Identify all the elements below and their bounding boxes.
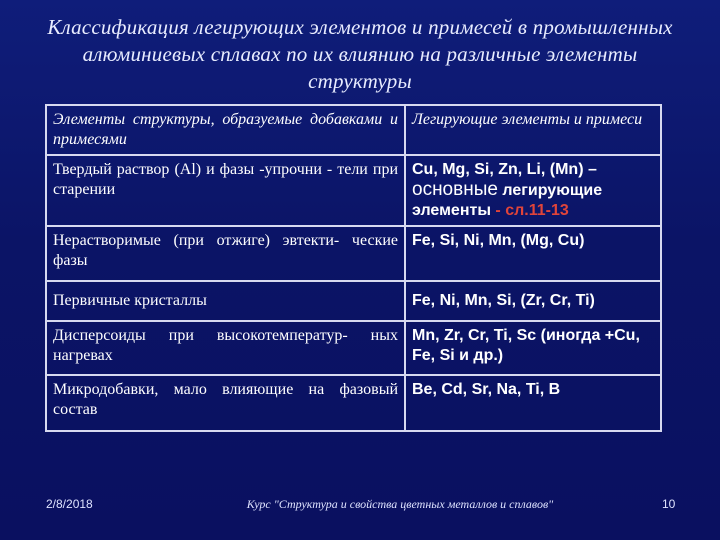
table-row [46, 226, 661, 281]
row-eutectic-label: Нерастворимые (при отжиге) эвтекти- ческие фазы [46, 226, 405, 281]
footer-date: 2/8/2018 [46, 497, 93, 511]
main-word: основные [412, 179, 498, 200]
table-row [46, 155, 661, 226]
row-eutectic-elements: Fe, Si, Ni, Mn, (Mg, Cu) [405, 226, 661, 281]
table-header-row [46, 105, 661, 155]
table-row [46, 281, 661, 321]
row-solid-solution-label: Твердый раствор (Al) и фазы -упрочни - тели при старении [46, 155, 405, 226]
dash-text: - [495, 202, 506, 219]
table-row [46, 375, 661, 431]
header-structure-elements: Элементы структуры, образуемые добавками и примесями [46, 105, 405, 155]
footer-page-number: 10 [662, 497, 676, 511]
table-row [46, 321, 661, 375]
row-solid-solution-elements [405, 155, 661, 226]
slide-title: Классификация легирующих элементов и примесей в промышленных алюминиевых сплавах по их влиянию на различные элементы структуры [47, 15, 673, 93]
header-alloying-elements: Легирующие элементы и примеси [405, 105, 661, 155]
row-primary-crystals-elements: Fe, Ni, Mn, Si, (Zr, Cr, Ti) [405, 281, 661, 321]
row-primary-crystals-label: Первичные кристаллы [46, 281, 405, 321]
main-elements-text: Cu, Mg, Si, Zn, Li, (Mn) – [412, 161, 597, 178]
row-dispersoids-elements: Mn, Zr, Cr, Ti, Sc (иногда +Cu, Fe, Si и др.) [405, 321, 661, 375]
slide-reference: сл.11-13 [505, 202, 569, 219]
classification-table [45, 104, 662, 432]
row-microadditions-elements: Be, Cd, Sr, Na, Ti, B [405, 375, 661, 431]
row-dispersoids-label: Дисперсоиды при высокотемператур- ных нагревах [46, 321, 405, 375]
row-microadditions-label: Микродобавки, мало влияющие на фазовый состав [46, 375, 405, 431]
footer-course: Курс "Структура и свойства цветных металлов и сплавов" [246, 497, 554, 511]
alloying-elements-text: легирующие элементы [412, 182, 603, 219]
